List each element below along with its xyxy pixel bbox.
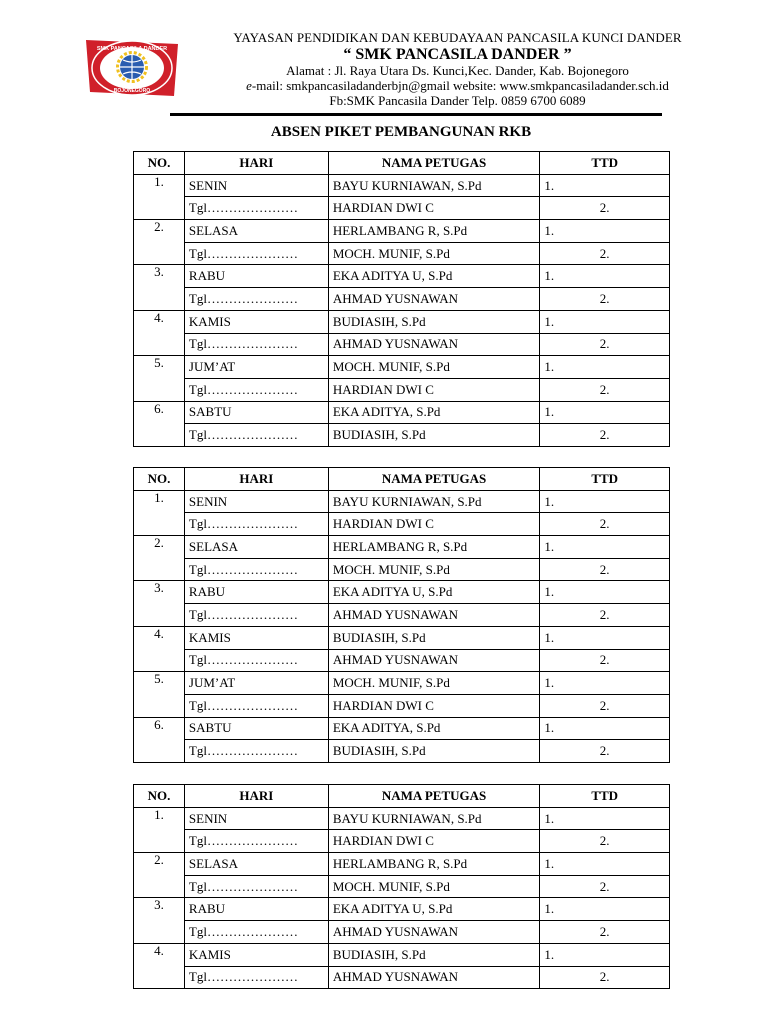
table-row: [134, 943, 670, 966]
piket-table: [133, 784, 670, 989]
table-row: [134, 424, 670, 447]
officer-name: BUDIASIH, S.Pd: [328, 740, 540, 763]
row-number: 4.: [134, 626, 185, 671]
officer-name: HERLAMBANG R, S.Pd: [328, 220, 540, 243]
day-cell: SABTU: [184, 717, 328, 740]
day-cell: RABU: [184, 265, 328, 288]
day-cell: KAMIS: [184, 310, 328, 333]
officer-name: HARDIAN DWI C: [328, 830, 540, 853]
piket-table: [133, 467, 670, 763]
date-field: Tgl…………………: [184, 424, 328, 447]
signature-1: 1.: [540, 220, 670, 243]
table-row: [134, 694, 670, 717]
col-hari: HARI: [184, 785, 328, 808]
officer-name: MOCH. MUNIF, S.Pd: [328, 356, 540, 379]
signature-1: 1.: [540, 581, 670, 604]
signature-2: 2.: [540, 966, 670, 989]
officer-name: EKA ADITYA U, S.Pd: [328, 581, 540, 604]
signature-2: 2.: [540, 694, 670, 717]
row-number: 3.: [134, 265, 185, 310]
row-number: 1.: [134, 490, 185, 535]
table-row: [134, 378, 670, 401]
signature-1: 1.: [540, 898, 670, 921]
officer-name: BAYU KURNIAWAN, S.Pd: [328, 807, 540, 830]
day-cell: SABTU: [184, 401, 328, 424]
date-field: Tgl…………………: [184, 966, 328, 989]
officer-name: EKA ADITYA U, S.Pd: [328, 265, 540, 288]
officer-name: BUDIASIH, S.Pd: [328, 626, 540, 649]
signature-2: 2.: [540, 288, 670, 311]
table-row: [134, 672, 670, 695]
day-cell: KAMIS: [184, 943, 328, 966]
row-number: 1.: [134, 174, 185, 219]
date-field: Tgl…………………: [184, 558, 328, 581]
foundation-name: YAYASAN PENDIDIKAN DAN KEBUDAYAAN PANCASILA KUNCI DANDER: [233, 30, 682, 45]
signature-1: 1.: [540, 536, 670, 559]
day-cell: JUM’AT: [184, 672, 328, 695]
col-nama-petugas: NAMA PETUGAS: [328, 152, 540, 175]
officer-name: AHMAD YUSNAWAN: [328, 921, 540, 944]
row-number: 2.: [134, 853, 185, 898]
signature-2: 2.: [540, 242, 670, 265]
email-prefix: e: [246, 78, 252, 93]
signature-2: 2.: [540, 197, 670, 220]
col-nama-petugas: NAMA PETUGAS: [328, 785, 540, 808]
officer-name: EKA ADITYA, S.Pd: [328, 717, 540, 740]
officer-name: HERLAMBANG R, S.Pd: [328, 536, 540, 559]
row-number: 5.: [134, 356, 185, 401]
table-row: [134, 604, 670, 627]
logo-text-top: SMK PANCASILA DANDER: [96, 46, 168, 52]
table-row: [134, 333, 670, 356]
date-field: Tgl…………………: [184, 830, 328, 853]
day-cell: SENIN: [184, 174, 328, 197]
officer-name: MOCH. MUNIF, S.Pd: [328, 875, 540, 898]
officer-name: BAYU KURNIAWAN, S.Pd: [328, 490, 540, 513]
signature-1: 1.: [540, 807, 670, 830]
col-no: NO.: [134, 785, 185, 808]
officer-name: BUDIASIH, S.Pd: [328, 943, 540, 966]
page-title: ABSEN PIKET PEMBANGUNAN RKB: [270, 124, 532, 140]
date-field: Tgl…………………: [184, 513, 328, 536]
signature-1: 1.: [540, 174, 670, 197]
table-row: [134, 966, 670, 989]
date-field: Tgl…………………: [184, 288, 328, 311]
signature-2: 2.: [540, 513, 670, 536]
row-number: 3.: [134, 581, 185, 626]
table-row: [134, 740, 670, 763]
contact-line: [180, 78, 735, 93]
table-row: [134, 174, 670, 197]
officer-name: BUDIASIH, S.Pd: [328, 310, 540, 333]
signature-2: 2.: [540, 921, 670, 944]
signature-2: 2.: [540, 830, 670, 853]
officer-name: BAYU KURNIAWAN, S.Pd: [328, 174, 540, 197]
table-row: [134, 717, 670, 740]
signature-2: 2.: [540, 378, 670, 401]
table-row: [134, 921, 670, 944]
signature-2: 2.: [540, 740, 670, 763]
col-nama-petugas: NAMA PETUGAS: [328, 468, 540, 491]
date-field: Tgl…………………: [184, 649, 328, 672]
signature-2: 2.: [540, 649, 670, 672]
day-cell: KAMIS: [184, 626, 328, 649]
table-row: [134, 490, 670, 513]
officer-name: AHMAD YUSNAWAN: [328, 604, 540, 627]
officer-name: HARDIAN DWI C: [328, 197, 540, 220]
table-row: [134, 807, 670, 830]
officer-name: HARDIAN DWI C: [328, 694, 540, 717]
header-divider: [170, 113, 662, 116]
date-field: Tgl…………………: [184, 378, 328, 401]
day-cell: SELASA: [184, 536, 328, 559]
school-name: “ SMK PANCASILA DANDER ”: [343, 46, 572, 63]
officer-name: MOCH. MUNIF, S.Pd: [328, 558, 540, 581]
signature-1: 1.: [540, 853, 670, 876]
officer-name: MOCH. MUNIF, S.Pd: [328, 242, 540, 265]
signature-1: 1.: [540, 672, 670, 695]
officer-name: EKA ADITYA U, S.Pd: [328, 898, 540, 921]
signature-1: 1.: [540, 265, 670, 288]
officer-name: MOCH. MUNIF, S.Pd: [328, 672, 540, 695]
table-row: [134, 513, 670, 536]
table-row: [134, 581, 670, 604]
table-row: [134, 265, 670, 288]
table-row: [134, 626, 670, 649]
col-ttd: TTD: [540, 785, 670, 808]
signature-2: 2.: [540, 875, 670, 898]
date-field: Tgl…………………: [184, 197, 328, 220]
date-field: Tgl…………………: [184, 242, 328, 265]
day-cell: RABU: [184, 581, 328, 604]
signature-1: 1.: [540, 943, 670, 966]
row-number: 6.: [134, 717, 185, 762]
table-row: [134, 875, 670, 898]
row-number: 4.: [134, 943, 185, 988]
table-row: [134, 536, 670, 559]
date-field: Tgl…………………: [184, 921, 328, 944]
letterhead: [180, 30, 735, 108]
day-cell: SELASA: [184, 220, 328, 243]
table-header-row: [134, 785, 670, 808]
col-no: NO.: [134, 468, 185, 491]
table-row: [134, 558, 670, 581]
officer-name: EKA ADITYA, S.Pd: [328, 401, 540, 424]
table-row: [134, 853, 670, 876]
table-row: [134, 401, 670, 424]
table-row: [134, 310, 670, 333]
signature-1: 1.: [540, 356, 670, 379]
table-row: [134, 356, 670, 379]
officer-name: AHMAD YUSNAWAN: [328, 966, 540, 989]
officer-name: AHMAD YUSNAWAN: [328, 288, 540, 311]
row-number: 2.: [134, 220, 185, 265]
table-row: [134, 197, 670, 220]
date-field: Tgl…………………: [184, 333, 328, 356]
date-field: Tgl…………………: [184, 740, 328, 763]
day-cell: JUM’AT: [184, 356, 328, 379]
signature-2: 2.: [540, 424, 670, 447]
row-number: 1.: [134, 807, 185, 852]
officer-name: HERLAMBANG R, S.Pd: [328, 853, 540, 876]
table-row: [134, 898, 670, 921]
table-header-row: [134, 468, 670, 491]
row-number: 6.: [134, 401, 185, 446]
col-ttd: TTD: [540, 152, 670, 175]
col-no: NO.: [134, 152, 185, 175]
signature-2: 2.: [540, 604, 670, 627]
day-cell: SENIN: [184, 490, 328, 513]
signature-1: 1.: [540, 717, 670, 740]
email-website: -mail: smkpancasiladanderbjn@gmail website: www.smkpancasiladander.sch.id: [251, 78, 669, 93]
table-row: [134, 220, 670, 243]
table-row: [134, 288, 670, 311]
signature-2: 2.: [540, 333, 670, 356]
row-number: 3.: [134, 898, 185, 943]
officer-name: BUDIASIH, S.Pd: [328, 424, 540, 447]
day-cell: SELASA: [184, 853, 328, 876]
table-row: [134, 830, 670, 853]
logo-text-bottom: BOJONEGORO: [113, 88, 151, 94]
day-cell: RABU: [184, 898, 328, 921]
date-field: Tgl…………………: [184, 875, 328, 898]
table-row: [134, 649, 670, 672]
school-address: Alamat : Jl. Raya Utara Ds. Kunci,Kec. Dander, Kab. Bojonegoro: [286, 63, 629, 78]
day-cell: SENIN: [184, 807, 328, 830]
officer-name: AHMAD YUSNAWAN: [328, 333, 540, 356]
signature-2: 2.: [540, 558, 670, 581]
col-hari: HARI: [184, 468, 328, 491]
officer-name: AHMAD YUSNAWAN: [328, 649, 540, 672]
signature-1: 1.: [540, 310, 670, 333]
signature-1: 1.: [540, 626, 670, 649]
school-logo: [82, 36, 182, 100]
row-number: 5.: [134, 672, 185, 717]
signature-1: 1.: [540, 490, 670, 513]
row-number: 2.: [134, 536, 185, 581]
row-number: 4.: [134, 310, 185, 355]
officer-name: HARDIAN DWI C: [328, 378, 540, 401]
col-hari: HARI: [184, 152, 328, 175]
signature-1: 1.: [540, 401, 670, 424]
date-field: Tgl…………………: [184, 604, 328, 627]
table-row: [134, 242, 670, 265]
social-phone: Fb:SMK Pancasila Dander Telp. 0859 6700 6089: [329, 93, 586, 108]
date-field: Tgl…………………: [184, 694, 328, 717]
officer-name: HARDIAN DWI C: [328, 513, 540, 536]
table-header-row: [134, 152, 670, 175]
piket-table: [133, 151, 670, 447]
col-ttd: TTD: [540, 468, 670, 491]
